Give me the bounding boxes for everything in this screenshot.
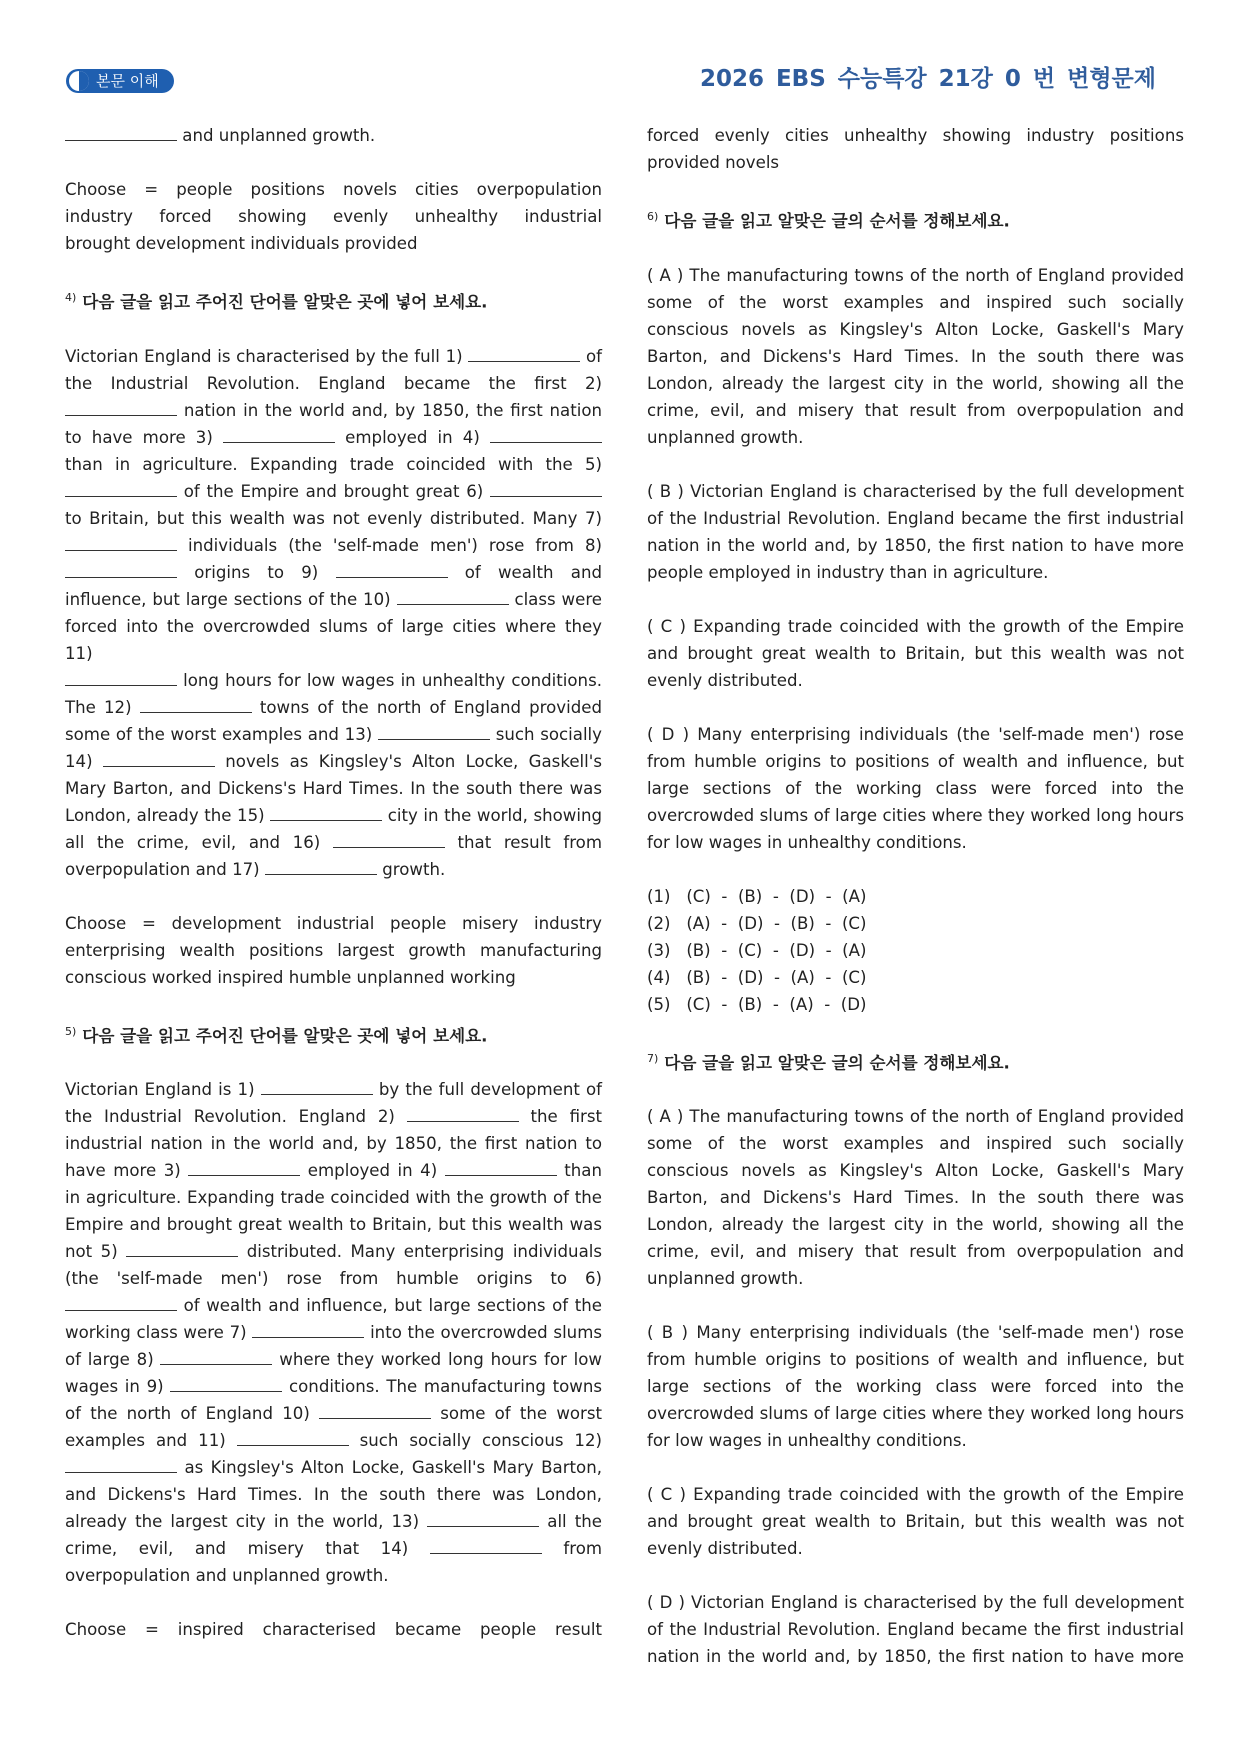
answer-blank [430,1537,542,1554]
text-line: and unplanned growth. [65,122,602,149]
word-bank-line: brought development individuals provided [65,234,418,253]
page-header [66,60,1156,100]
word-bank-line: Choose = development industrial people misery industry [65,913,602,933]
word-bank-line: forced evenly cities unhealthy showing industry positions [647,126,1184,145]
paragraph-b: ( B ) Many enterprising individuals (the 'self-made men') rose from humble origins to positions of wealth and influence, but large sections of the working class were forced into the overcrowded slums of large cities where they worked long hours for low wages in unhealthy conditions. [647,1323,1184,1451]
question-5-heading: $^{5)}$ 다음 글을 읽고 주어진 단어를 알맞은 곳에 넣어 보세요. [65,1024,488,1046]
answer-blank [65,1456,177,1473]
answer-option[interactable]: (3) (B) - (C) - (D) - (A) [647,940,867,960]
answer-option[interactable]: (4) (B) - (D) - (A) - (C) [647,967,867,987]
answer-blank [65,534,177,551]
left-column [65,122,602,1643]
question-4-passage: Victorian England is characterised by the full 1) of the Industrial Revolution. England became the first 2) nation in the world and, by 1850, the first nation to have more 3) employed in 4) than in agriculture. Expanding trade coincided with the 5) of the Empire and brought great 6) to Britain, but this wealth was not evenly distributed. Many 7) individuals (the 'self-made men') rose from 8) origins to 9) of wealth and influence, but large sections of the 10) class were forced into the overcrowded slums of large cities where they 11) long hours for low wages in unhealthy conditions. The 12) towns of the north of England provided some of the worst examples and 13) such socially 14) novels as Kingsley's Alton Locke, Gaskell's Mary Barton, and Dickens's Hard Times. In the south there was London, already the 15) city in the world, showing all the crime, evil, and 16) that result from overpopulation and 17) growth. [65,346,603,879]
answer-blank [65,124,177,141]
answer-blank [407,1105,519,1122]
answer-blank [378,723,490,740]
half-circle-icon [69,71,89,91]
word-bank-line: industry forced showing evenly unhealthy industrial [65,207,602,226]
right-column [647,122,1184,1670]
word-bank-line: conscious worked inspired humble unplanned working [65,967,516,987]
paragraph-a: ( A ) The manufacturing towns of the north of England provided some of the worst examples and inspired such socially conscious novels as Kingsley's Alton Locke, Gaskell's Mary Barton, and Dickens's Hard Times. In the south there was London, already the largest city in the world, showing all the crime, evil, and misery that result from overpopulation and unplanned growth. [647,265,1184,447]
answer-blank [65,1294,177,1311]
answer-blank [170,1375,282,1392]
answer-blank [188,1159,300,1176]
answer-blank [140,696,252,713]
answer-blank [468,345,580,362]
section-badge-label: 본문 이해 [96,72,159,90]
answer-blank [223,426,335,443]
paragraph-c: ( C ) Expanding trade coincided with the growth of the Empire and brought great wealth to Britain, but this wealth was not evenly distributed. [647,616,1184,690]
answer-blank [397,588,509,605]
paragraph-d: ( D ) Many enterprising individuals (the 'self-made men') rose from humble origins to positions of wealth and influence, but large sections of the working class were forced into the overcrowded slums of large cities where they worked long hours for low wages in unhealthy conditions. [647,724,1184,852]
answer-blank [427,1510,539,1527]
answer-blank [65,399,177,416]
document-title: 2026 EBS 수능특강 21강 0 번 변형문제 [699,66,1156,92]
answer-blank [270,804,382,821]
answer-blank [445,1159,557,1176]
answer-option[interactable]: (2) (A) - (D) - (B) - (C) [647,913,867,933]
answer-blank [65,561,177,578]
answer-blank [103,750,215,767]
answer-blank [490,426,602,443]
answer-blank [261,1078,373,1095]
answer-blank [490,480,602,497]
answer-option[interactable]: (1) (C) - (B) - (D) - (A) [647,886,867,906]
word-bank-line: Choose = people positions novels cities overpopulation [65,180,602,199]
question-5-passage: Victorian England is 1) by the full development of the Industrial Revolution. England 2) the first industrial nation in the world and, by 1850, the first nation to have more 3) employed in 4) than in agriculture. Expanding trade coincided with the growth of the Empire and brought great wealth to Britain, but this wealth was not 5) distributed. Many enterprising individuals (the 'self-made men') rose from humble origins to 6) of wealth and influence, but large sections of the working class were 7) into the overcrowded slums of large 8) where they worked long hours for low wages in 9) conditions. The manufacturing towns of the north of England 10) some of the worst examples and 11) such socially conscious 12) as Kingsley's Alton Locke, Gaskell's Mary Barton, and Dickens's Hard Times. In the south there was London, already the largest city in the world, 13) all the crime, evil, and misery that 14) from overpopulation and unplanned growth. [65,1080,603,1586]
section-badge [66,69,174,93]
answer-options [647,883,1184,1018]
answer-blank [252,1321,364,1338]
word-bank-line: Choose = inspired characterised became people result [65,1620,602,1640]
question-4-heading: $^{4)}$ 다음 글을 읽고 주어진 단어를 알맞은 곳에 넣어 보세요. [65,291,488,312]
answer-blank [319,1402,431,1419]
answer-blank [65,669,177,686]
paragraph-b: ( B ) Victorian England is characterised by the full development of the Industrial Revolution. England became the first industrial nation in the world and, by 1850, the first nation to have more people employed in industry than in agriculture. [647,481,1184,582]
answer-blank [336,561,448,578]
answer-blank [126,1240,238,1257]
question-7-heading: $^{7)}$ 다음 글을 읽고 알맞은 글의 순서를 정해보세요. [647,1051,1010,1073]
paragraph-a: ( A ) The manufacturing towns of the north of England provided some of the worst examples and inspired such socially conscious novels as Kingsley's Alton Locke, Gaskell's Mary Barton, and Dickens's Hard Times. In the south there was London, already the largest city in the world, showing all the crime, evil, and misery that result from overpopulation and unplanned growth. [647,1107,1184,1289]
answer-blank [160,1348,272,1365]
answer-blank [333,831,445,848]
paragraph-c: ( C ) Expanding trade coincided with the growth of the Empire and brought great wealth to Britain, but this wealth was not evenly distributed. [647,1485,1184,1559]
word-bank-line: enterprising wealth positions largest growth manufacturing [65,940,602,960]
answer-blank [237,1429,349,1446]
word-bank-line: provided novels [647,153,780,172]
answer-blank [65,480,177,497]
answer-option[interactable]: (5) (C) - (B) - (A) - (D) [647,994,867,1014]
answer-blank [265,858,377,875]
paragraph-d: ( D ) Victorian England is characterised by the full development of the Industrial Revolution. England became the first industrial nation in the world and, by 1850, the first nation to have more [647,1593,1184,1667]
question-6-heading: $^{6)}$ 다음 글을 읽고 알맞은 글의 순서를 정해보세요. [647,210,1010,231]
